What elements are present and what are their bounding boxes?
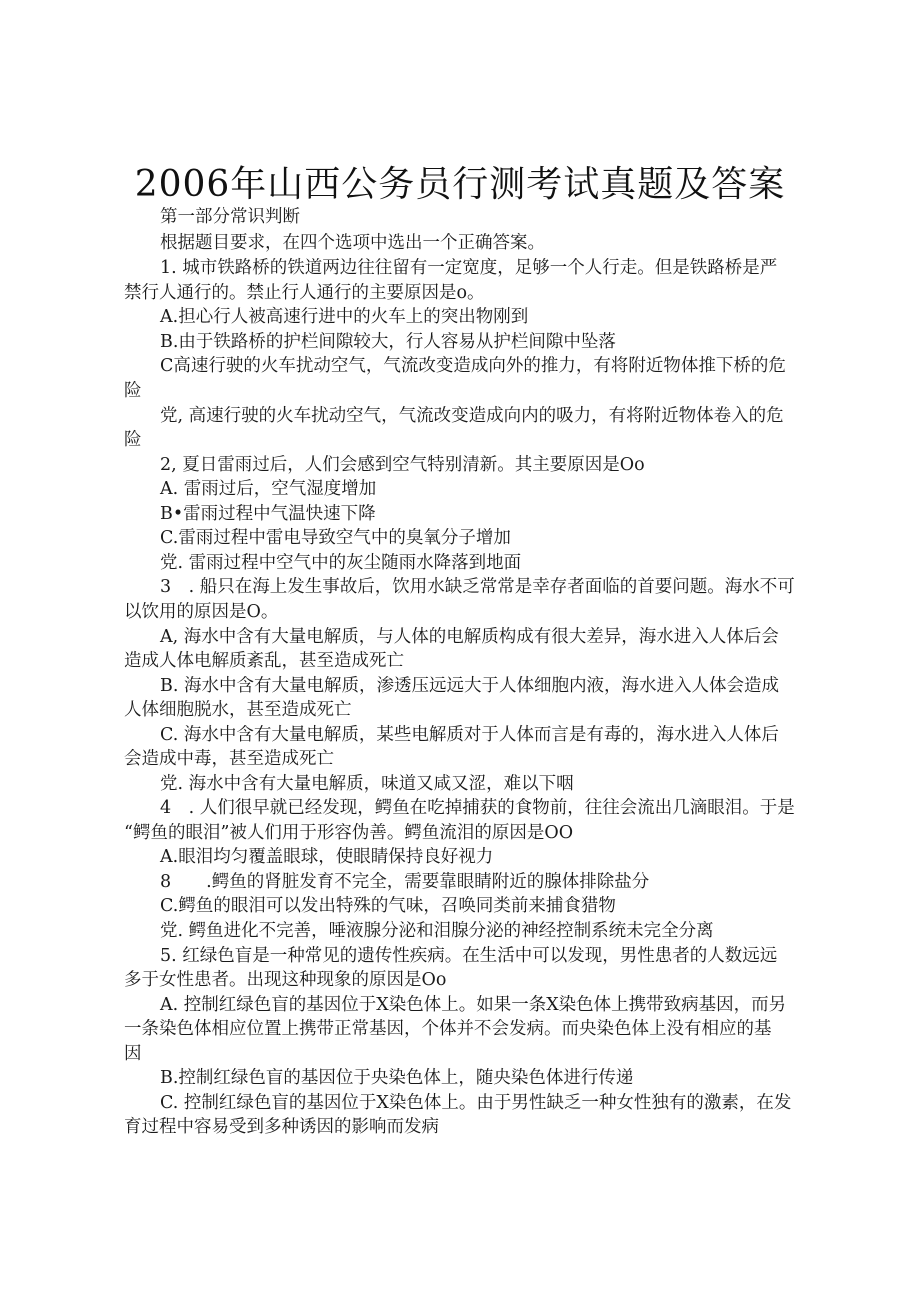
- q2-option-a: A. 雷雨过后，空气湿度增加: [160, 479, 377, 499]
- section-heading: 第一部分常识判断: [160, 207, 300, 227]
- q3-stem-line-1: 3 . 船只在海上发生事故后，饮用水缺乏常常是幸存者面临的首要问题。海水不可: [160, 577, 795, 597]
- q3-option-c-line-1: C. 海水中含有大量电解质，某些电解质对于人体而言是有毒的，海水进入人体后: [160, 725, 779, 745]
- q5-option-b: B.控制红绿色盲的基因位于央染色体上，随央染色体进行传递: [160, 1068, 634, 1088]
- q1-option-a: A.担心行人被高速行进中的火车上的突出物刚到: [160, 307, 529, 327]
- q5-option-a-line-3: 因: [124, 1044, 142, 1064]
- q1-option-c-line-1: C高速行驶的火车扰动空气，气流改变造成向外的推力，有将附近物体推下桥的危: [160, 356, 786, 376]
- q3-stem-line-2: 以饮用的原因是O。: [124, 602, 279, 622]
- q5-option-a-line-2: 一条染色体相应位置上携带正常基因，个体并不会发病。而央染色体上没有相应的基: [124, 1019, 772, 1039]
- q4-stem-line-2: “鳄鱼的眼泪”被人们用于形容伪善。鳄鱼流泪的原因是OO: [124, 823, 574, 843]
- q2-option-d: 党. 雷雨过程中空气中的灰尘随雨水降落到地面: [160, 553, 522, 573]
- q4-option-d: 党. 鳄鱼进化不完善，唾液腺分泌和泪腺分泌的神经控制系统未完全分离: [160, 921, 714, 941]
- q3-option-a-line-2: 造成人体电解质紊乱，甚至造成死亡: [124, 651, 404, 671]
- q5-option-c-line-2: 育过程中容易受到多种诱因的影响而发病: [124, 1117, 439, 1137]
- q2-option-b: B•雷雨过程中气温快速下降: [160, 504, 376, 524]
- q3-option-b-line-1: B. 海水中含有大量电解质，渗透压远远大于人体细胞内液，海水进入人体会造成: [160, 676, 779, 696]
- instruction-text: 根据题目要求，在四个选项中选出一个正确答案。: [160, 233, 545, 253]
- q3-option-d: 党. 海水中含有大量电解质，味道又咸又涩，难以下咽: [160, 774, 574, 794]
- q3-option-b-line-2: 人体细胞脱水，甚至造成死亡: [124, 700, 352, 720]
- q4-stem-line-1: 4 . 人们很早就已经发现，鳄鱼在吃掉捕获的食物前，往往会流出几滴眼泪。于是: [160, 798, 795, 818]
- q5-stem-line-2: 多于女性患者。出现这种现象的原因是Oo: [124, 970, 447, 990]
- q5-option-c-line-1: C. 控制红绿色盲的基因位于X染色体上。由于男性缺乏一种女性独有的激素，在发: [160, 1093, 792, 1113]
- q1-stem-line-2: 禁行人通行的。禁止行人通行的主要原因是o。: [124, 283, 485, 303]
- q1-option-d-line-1: 党, 高速行驶的火车扰动空气，气流改变造成向内的吸力，有将附近物体卷入的危: [160, 406, 784, 426]
- q2-stem: 2, 夏日雷雨过后，人们会感到空气特别清新。其主要原因是Oo: [160, 455, 645, 475]
- q1-option-d-line-2: 险: [124, 430, 142, 450]
- q3-option-c-line-2: 会造成中毒，甚至造成死亡: [124, 749, 334, 769]
- document-title: 2006年山西公务员行测考试真题及答案: [134, 164, 786, 205]
- q4-option-b: 8 .鳄鱼的肾脏发育不完全，需要靠眼睛附近的腺体排除盐分: [160, 872, 650, 892]
- q5-option-a-line-1: A. 控制红绿色盲的基因位于X染色体上。如果一条X染色体上携带致病基因，而另: [160, 995, 787, 1015]
- q1-option-c-line-2: 险: [124, 381, 142, 401]
- q1-stem-line-1: 1. 城市铁路桥的铁道两边往往留有一定宽度，足够一个人行走。但是铁路桥是严: [160, 258, 778, 278]
- q4-option-c: C.鳄鱼的眼泪可以发出特殊的气味，召唤同类前来捕食猎物: [160, 896, 616, 916]
- q3-option-a-line-1: A, 海水中含有大量电解质，与人体的电解质构成有很大差异，海水进入人体后会: [160, 627, 779, 647]
- q1-option-b: B.由于铁路桥的护栏间隙较大，行人容易从护栏间隙中坠落: [160, 332, 616, 352]
- q5-stem-line-1: 5. 红绿色盲是一种常见的遗传性疾病。在生活中可以发现，男性患者的人数远远: [160, 946, 778, 966]
- q4-option-a: A.眼泪均匀覆盖眼球，使眼睛保持良好视力: [160, 847, 494, 867]
- q2-option-c: C.雷雨过程中雷电导致空气中的臭氧分子增加: [160, 528, 511, 548]
